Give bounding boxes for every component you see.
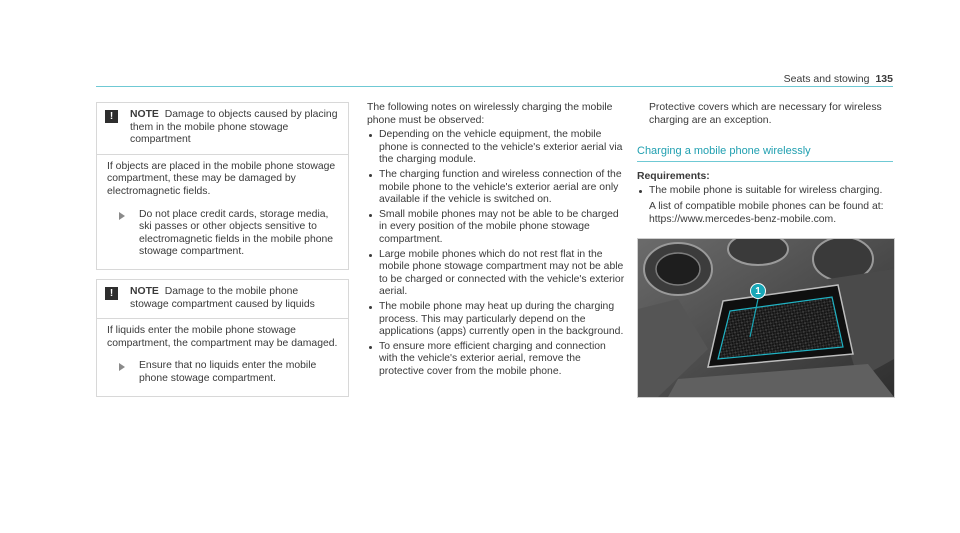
action-step (107, 360, 338, 385)
arrow-icon (119, 212, 125, 220)
notice-header (97, 280, 348, 319)
notice-title-text: Damage to objects caused by placing them in the mobile phone stowage compartment (130, 109, 338, 146)
notice-body (97, 319, 348, 395)
warning-icon: ! (105, 110, 118, 123)
notice-box (96, 102, 349, 270)
notes-list (367, 129, 625, 378)
notice-box (96, 279, 349, 397)
notice-body (97, 155, 348, 269)
list-item: The mobile phone is suitable for wireless charging. (637, 185, 893, 198)
notice-title (130, 109, 338, 147)
list-item: To ensure more efficient charging and connection with the vehicle's exterior aerial, remove the protective cover from the mobile phone. (367, 341, 625, 379)
requirements-list (637, 185, 893, 198)
middle-column (367, 102, 625, 380)
notice-description: If liquids enter the mobile phone stowage compartment, the compartment may be damaged. (107, 325, 338, 349)
charging-compartment-image (637, 238, 895, 398)
section-heading: Charging a mobile phone wirelessly (637, 145, 893, 162)
callout-marker: 1 (750, 283, 766, 299)
intro-text: The following notes on wirelessly charging the mobile phone must be observed: (367, 102, 613, 126)
console-illustration (638, 239, 894, 397)
warning-icon: ! (105, 287, 118, 300)
page-header (784, 73, 893, 86)
right-column (637, 102, 893, 398)
section-name: Seats and stowing (783, 73, 870, 85)
header-rule (96, 86, 893, 87)
list-item: The mobile phone may heat up during the charging process. This may particularly depend on the applications (apps) currently open in the background. (367, 301, 625, 339)
notice-label: NOTE (130, 285, 159, 297)
arrow-icon (119, 363, 125, 371)
list-item: Depending on the vehicle equipment, the mobile phone is connected to the vehicle's exterior aerial via the charging module. (367, 129, 625, 167)
notice-header (97, 103, 348, 155)
list-item: Small mobile phones may not be able to be charged in every position of the mobile phone stowage compartment. (367, 209, 625, 247)
notice-title-text: Damage to the mobile phone stowage compartment caused by liquids (130, 285, 315, 310)
compatibility-note: A list of compatible mobile phones can be found at: https://www.mercedes-benz-mobile.com. (649, 200, 884, 225)
list-item: The charging function and wireless connection of the mobile phone to the vehicle's exterior aerial are only available if the vehicle is switched on. (367, 169, 625, 207)
requirements-label: Requirements: (637, 170, 710, 182)
action-step (107, 209, 338, 259)
notice-label: NOTE (130, 109, 159, 120)
page-number: 135 (875, 73, 893, 85)
action-text: Ensure that no liquids enter the mobile phone stowage compartment. (139, 360, 317, 384)
continued-text: Protective covers which are necessary for wireless charging are an exception. (649, 102, 882, 126)
list-item: Large mobile phones which do not rest flat in the mobile phone stowage compartment may not be able to be charged or connected with the vehicle's exterior aerial. (367, 249, 625, 299)
action-text: Do not place credit cards, storage media, ski passes or other objects sensitive to electromagnetic fields in the mobile phone stowage compartment. (139, 208, 334, 258)
notice-title (130, 286, 338, 311)
notice-description: If objects are placed in the mobile phone stowage compartment, these may be damaged by electromagnetic fields. (107, 160, 336, 197)
left-column (96, 102, 349, 406)
